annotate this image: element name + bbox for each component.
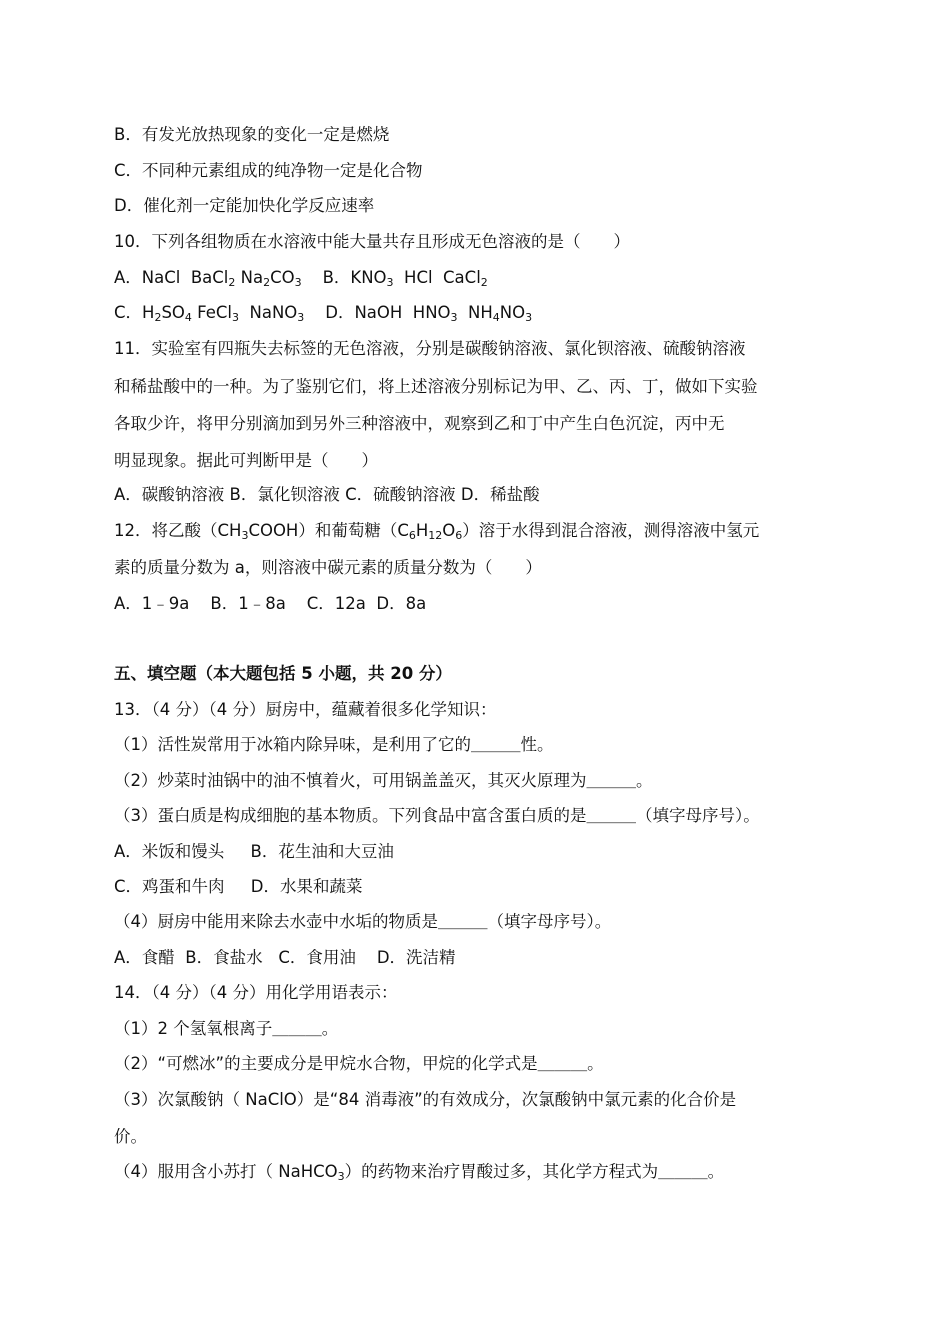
q12-line-2: 素的质量分数为 a，则溶液中碳元素的质量分数为（ ） bbox=[114, 558, 542, 577]
q14-part-3-line-1: （3）次氯酸钠（ NaClO）是“84 消毒液”的有效成分，次氯酸钠中氯元素的化合价是 bbox=[114, 1090, 737, 1109]
q14-part-2: （2）“可燃冰”的主要成分是甲烷水合物，甲烷的化学式是＿＿＿。 bbox=[114, 1054, 604, 1073]
q11-line-2: 和稀盐酸中的一种。为了鉴别它们，将上述溶液分别标记为甲、乙、丙、丁，做如下实验 bbox=[114, 377, 758, 396]
q10-options-ab: A．NaCl BaCl$_2$ $Na_2CO_3$ B．$KNO_3$ HCl CaCl$_2$ bbox=[114, 268, 488, 289]
q11-line-4: 明显现象。据此可判断甲是（ ） bbox=[114, 451, 378, 470]
q13-part-3: （3）蛋白质是构成细胞的基本物质。下列食品中富含蛋白质的是＿＿＿（填字母序号）。 bbox=[114, 806, 760, 825]
q13-stem: 13．（4 分）（4 分）厨房中，蕴藏着很多化学知识： bbox=[114, 700, 497, 719]
q12-line-1: 12．将乙酸$(CH_3COOH)$和葡萄糖$(C_6H_{12}O_6)$溶于水得到混合溶液，测得溶液中氢元 bbox=[114, 521, 760, 542]
q13-part-4: （4）厨房中能用来除去水壶中水垢的物质是＿＿＿（填字母序号）。 bbox=[114, 912, 612, 931]
q14-stem: 14．（4 分）（4 分）用化学用语表示： bbox=[114, 983, 398, 1002]
q9-option-b: B．有发光放热现象的变化一定是燃烧 bbox=[114, 125, 390, 144]
q9-option-c: C．不同种元素组成的纯净物一定是化合物 bbox=[114, 161, 423, 180]
q14-part-4: （4）服用含小苏打（ NaHCO$_3$）的药物来治疗胃酸过多，其化学方程式为＿＿＿。 bbox=[114, 1162, 725, 1183]
q13-part-3-options-ab: A．米饭和馒头 B．花生油和大豆油 bbox=[114, 842, 394, 861]
q12-options: A．1﹣9a B．1﹣8a C．12a D．8a bbox=[114, 594, 427, 613]
q13-part-4-options: A．食醋 B．食盐水 C．食用油 D．洗洁精 bbox=[114, 948, 456, 967]
q14-part-3-line-2: 价。 bbox=[114, 1127, 147, 1146]
q9-option-d: D．催化剂一定能加快化学反应速率 bbox=[114, 196, 375, 215]
q11-line-3: 各取少许，将甲分别滴加到另外三种溶液中，观察到乙和丁中产生白色沉淀，丙中无 bbox=[114, 414, 725, 433]
q13-part-2: （2）炒菜时油锅中的油不慎着火，可用锅盖盖灭，其灭火原理为＿＿＿。 bbox=[114, 771, 653, 790]
section-five-heading: 五、填空题（本大题包括 5 小题，共 20 分） bbox=[114, 664, 452, 683]
q13-part-3-options-cd: C．鸡蛋和牛肉 D．水果和蔬菜 bbox=[114, 877, 363, 896]
q13-part-1: （1）活性炭常用于冰箱内除异味，是利用了它的＿＿＿性。 bbox=[114, 735, 554, 754]
q11-options: A．碳酸钠溶液 B．氯化钡溶液 C．硫酸钠溶液 D．稀盐酸 bbox=[114, 485, 540, 504]
q11-line-1: 11．实验室有四瓶失去标签的无色溶液，分别是碳酸钠溶液、氯化钡溶液、硫酸钠溶液 bbox=[114, 339, 746, 358]
q10-stem: 10．下列各组物质在水溶液中能大量共存且形成无色溶液的是（ ） bbox=[114, 232, 630, 251]
q10-options-cd: C．$H_2SO_4$ FeCl$_3$ NaNO$_3$ D．NaOH $HNO_3$ $NH_4NO_3$ bbox=[114, 303, 533, 324]
q14-part-1: （1）2 个氢氧根离子＿＿＿。 bbox=[114, 1019, 339, 1038]
